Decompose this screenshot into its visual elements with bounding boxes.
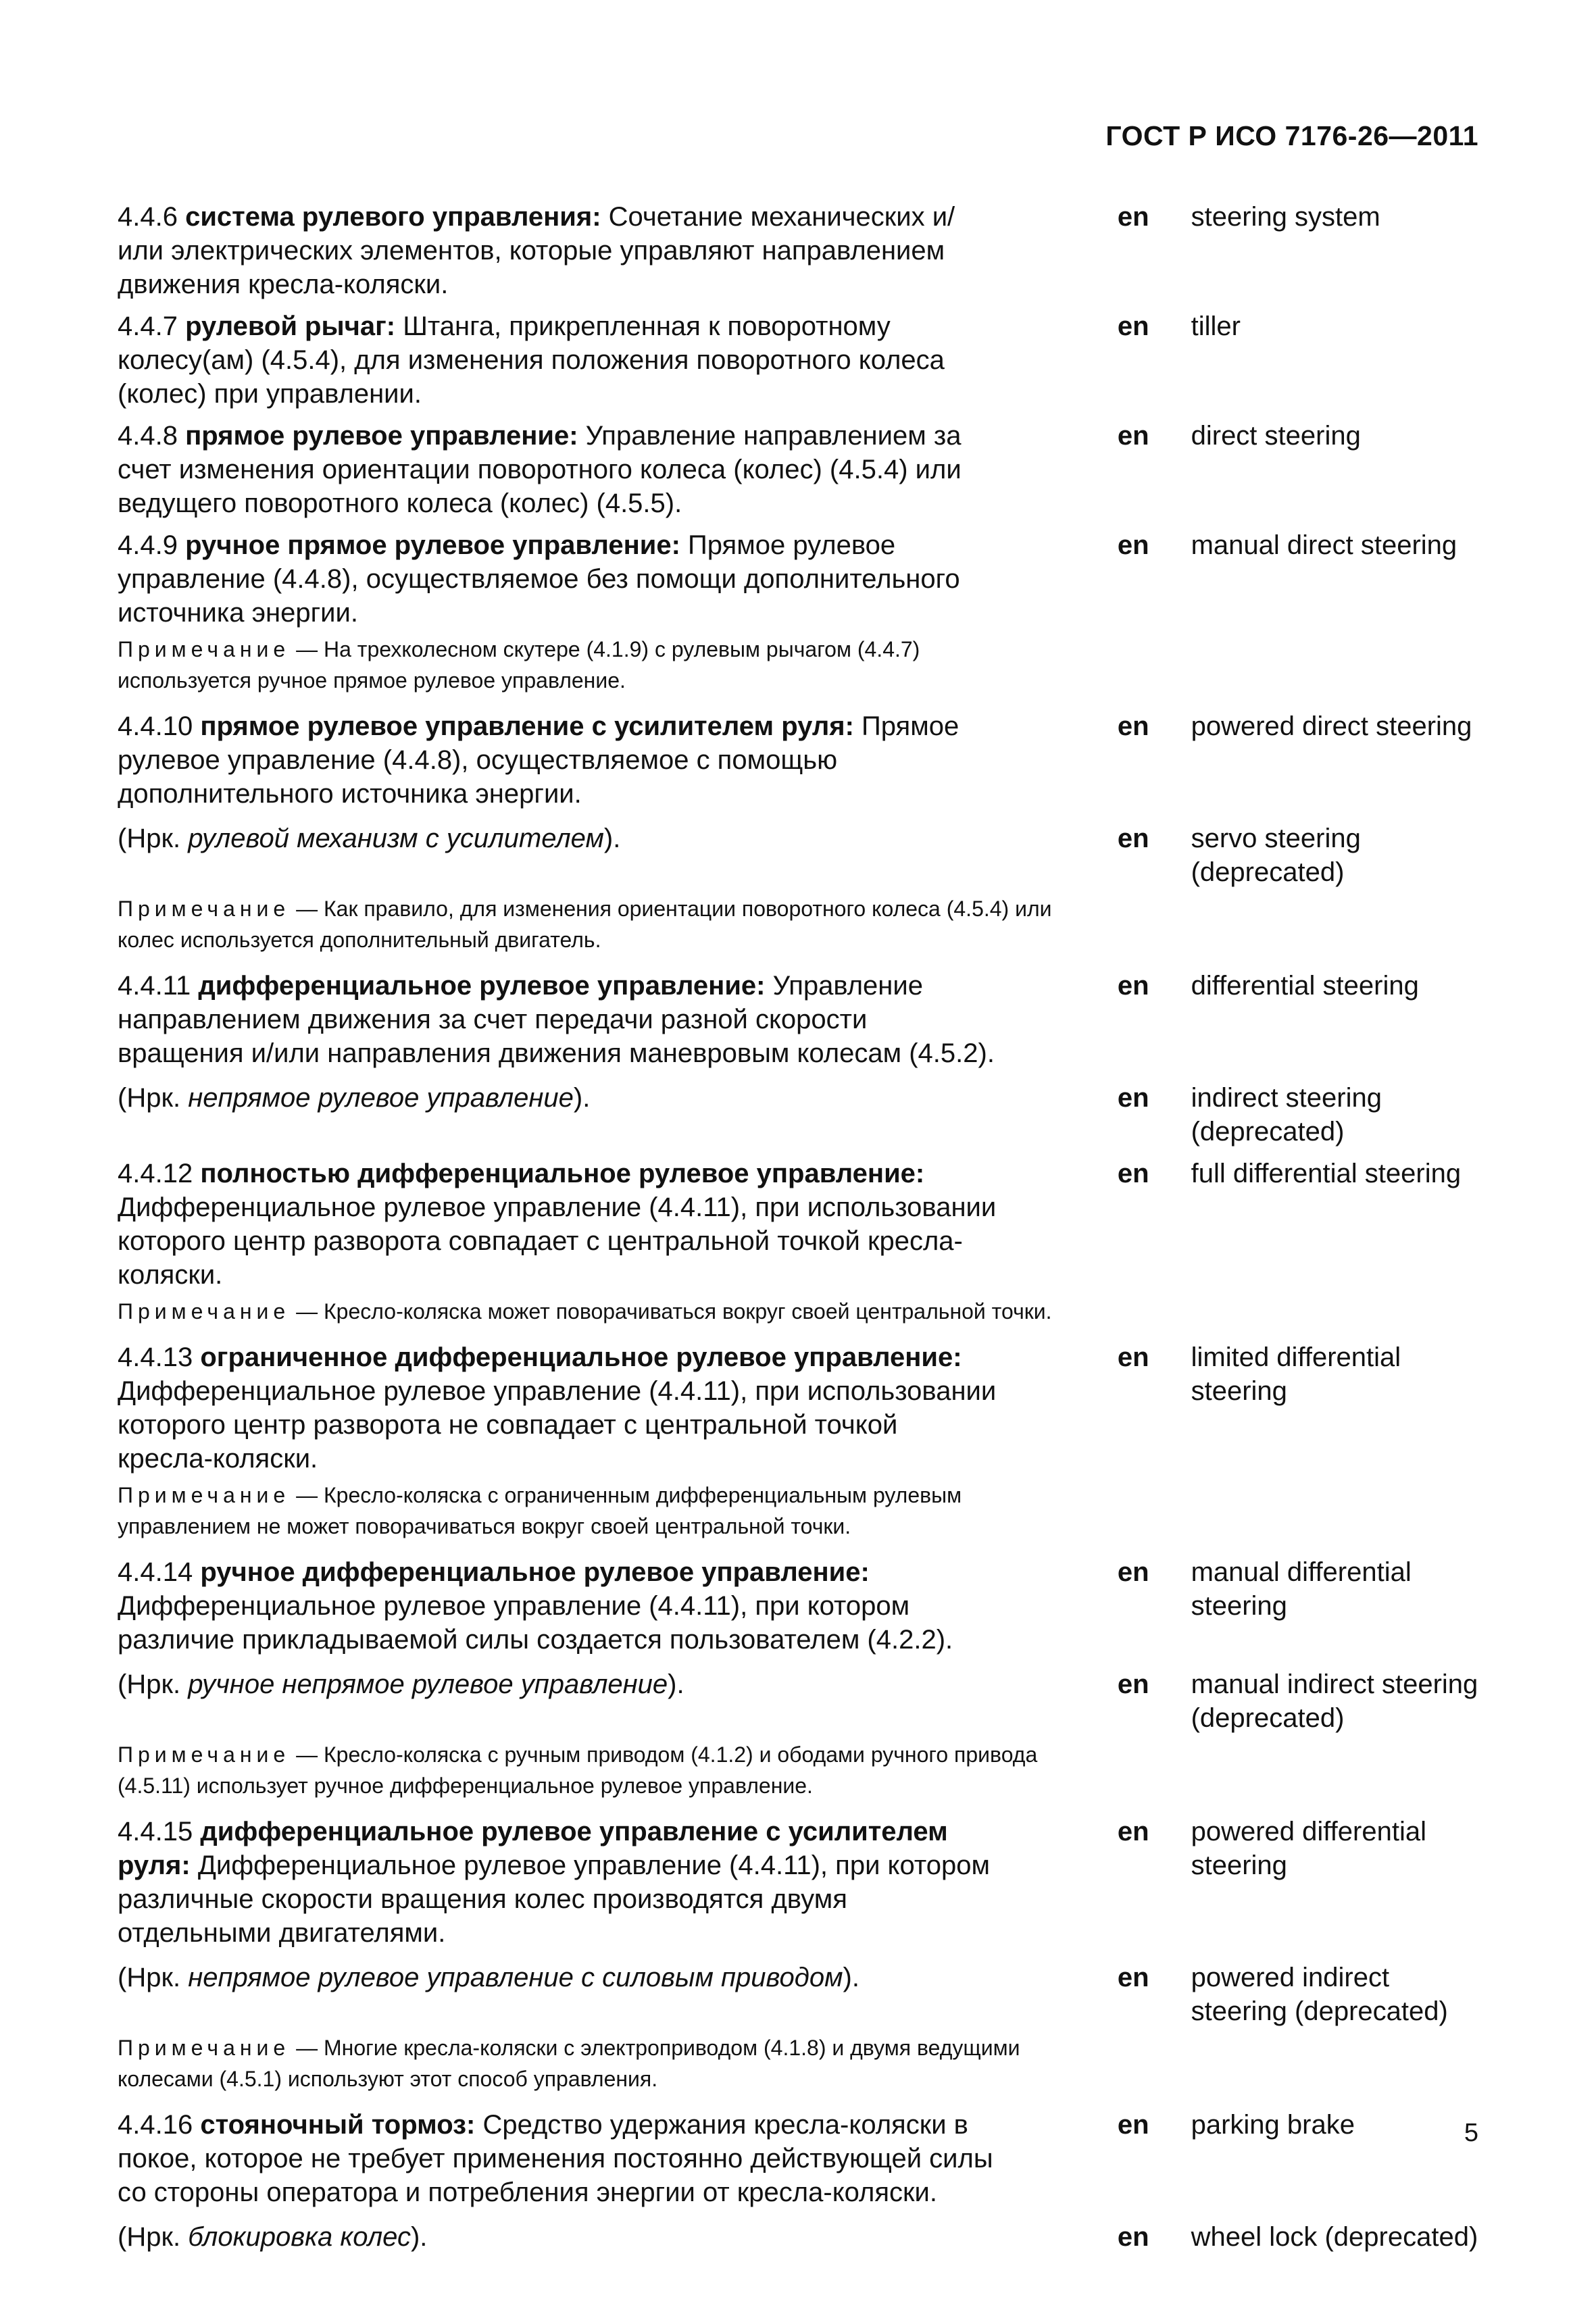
term-name: прямое рулевое управление с усилителем руля:	[200, 711, 854, 741]
note-dash: —	[290, 637, 324, 661]
term-entry	[118, 1157, 1482, 1292]
english-equivalent: limited differential steering	[1191, 1342, 1401, 1406]
deprecated-suffix: ).	[668, 1669, 684, 1699]
term-entry	[118, 200, 1482, 301]
term-entry	[118, 528, 1482, 630]
note	[118, 634, 1057, 696]
deprecated-prefix: (Нрк.	[118, 1083, 189, 1113]
term-number: 4.4.11	[118, 971, 191, 1001]
term-number: 4.4.12	[118, 1159, 193, 1188]
column-gap	[999, 1961, 1118, 2028]
term-text: Сочетание механических и/или электрических элементов, которые управляют направлением движения кресла-коляски.	[118, 202, 955, 299]
term-text: Прямое рулевое управление (4.4.8), осуществляемое с помощью дополнительного источника энергии.	[118, 711, 959, 809]
term-text: Средство удержания кресла-коляски в покое, которое не требует применения постоянно действующей силы со стороны оператора и потребления энергии от кресла-коляски.	[118, 2110, 993, 2207]
english-equivalent: steering system	[1191, 202, 1380, 232]
term-name: система рулевого управления:	[185, 202, 601, 232]
term-definition	[118, 309, 999, 411]
term-entry	[118, 1340, 1482, 1476]
note-text: Многие кресла-коляски с электроприводом (4.1.8) и двумя ведущими колесами (4.5.1) используют этот способ управления.	[118, 2036, 1020, 2091]
term-name: рулевой рычаг:	[185, 311, 396, 341]
note-dash: —	[290, 897, 324, 921]
term-number: 4.4.13	[118, 1342, 193, 1372]
term-number: 4.4.6	[118, 202, 178, 232]
deprecated-term-name: непрямое рулевое управление с силовым приводом	[188, 1963, 843, 1992]
deprecated-suffix: ).	[573, 1083, 591, 1113]
term-name: дифференциальное рулевое управление с усилителем руля:	[118, 1817, 948, 1880]
term-entry	[118, 419, 1482, 520]
page-number: 5	[1464, 2119, 1478, 2147]
term-definition	[118, 1157, 999, 1292]
term-entry	[118, 969, 1482, 1070]
english-deprecated: powered indirect steering (deprecated)	[1191, 1963, 1448, 2026]
english-equivalent: direct steering	[1191, 421, 1361, 451]
term-definition	[118, 1815, 999, 1950]
term-entry	[118, 1555, 1482, 1657]
note	[118, 1296, 1057, 1327]
term-number: 4.4.10	[118, 711, 193, 741]
term-number: 4.4.7	[118, 311, 178, 341]
term-number: 4.4.9	[118, 530, 178, 560]
note	[118, 893, 1057, 955]
term-text: Штанга, прикрепленная к поворотному колесу(ам) (4.5.4), для изменения положения поворотного колеса (колес) при управлении.	[118, 311, 945, 409]
language-code: en	[1117, 711, 1149, 741]
term-definition	[118, 1340, 999, 1476]
language-code: en	[1117, 2110, 1149, 2140]
language-code: en	[1117, 2222, 1149, 2252]
column-gap	[999, 1555, 1118, 1657]
deprecated-term	[118, 1961, 999, 2028]
language-code: en	[1117, 971, 1149, 1001]
term-number: 4.4.14	[118, 1557, 193, 1587]
language-code: en	[1117, 1963, 1149, 1992]
term-definition	[118, 528, 999, 630]
deprecated-term	[118, 822, 999, 889]
deprecated-term-name: рулевой механизм с усилителем	[188, 824, 604, 853]
column-gap	[999, 1815, 1118, 1950]
column-gap	[999, 528, 1118, 630]
note-text: На трехколесном скутере (4.1.9) с рулевым рычагом (4.4.7) используется ручное прямое рулевое управление.	[118, 637, 920, 693]
deprecated-prefix: (Нрк.	[118, 824, 189, 853]
note-prefix: Примечание	[118, 1299, 291, 1324]
language-code: en	[1117, 1817, 1149, 1846]
language-code: en	[1117, 530, 1149, 560]
column-gap	[999, 1157, 1118, 1292]
deprecated-suffix: ).	[410, 2222, 428, 2252]
language-code: en	[1117, 1159, 1149, 1188]
language-code: en	[1117, 202, 1149, 232]
term-name: полностью дифференциальное рулевое управление:	[200, 1159, 925, 1188]
deprecated-prefix: (Нрк.	[118, 1963, 189, 1992]
term-text: Дифференциальное рулевое управление (4.4.11), при котором различные скорости вращения колес производятся двумя отдельными двигателями.	[118, 1851, 990, 1948]
term-text: Управление направлением движения за счет передачи разной скорости вращения и/или направления движения маневровым колесам (4.5.2).	[118, 971, 995, 1068]
deprecated-entry	[118, 822, 1482, 889]
term-number: 4.4.15	[118, 1817, 193, 1846]
english-equivalent: full differential steering	[1191, 1159, 1462, 1188]
term-definition	[118, 2108, 999, 2209]
deprecated-term-name: ручное непрямое рулевое управление	[188, 1669, 668, 1699]
column-gap	[999, 2220, 1118, 2254]
term-entry	[118, 1815, 1482, 1950]
note-prefix: Примечание	[118, 1742, 291, 1767]
term-definition	[118, 969, 999, 1070]
terms-list	[118, 200, 1482, 2262]
english-equivalent: powered differential steering	[1191, 1817, 1426, 1880]
note-dash: —	[290, 1299, 324, 1324]
english-deprecated: manual indirect steering (deprecated)	[1191, 1669, 1478, 1733]
term-entry	[118, 709, 1482, 811]
column-gap	[999, 1340, 1118, 1476]
language-code: en	[1117, 1669, 1149, 1699]
term-name: прямое рулевое управление:	[185, 421, 578, 451]
term-definition	[118, 419, 999, 520]
deprecated-entry	[118, 1081, 1482, 1149]
term-name: ручное прямое рулевое управление:	[185, 530, 680, 560]
note-prefix: Примечание	[118, 897, 291, 921]
language-code: en	[1117, 824, 1149, 853]
term-number: 4.4.16	[118, 2110, 193, 2140]
column-gap	[999, 419, 1118, 520]
deprecated-term	[118, 1667, 999, 1735]
term-name: ограниченное дифференциальное рулевое управление:	[200, 1342, 962, 1372]
column-gap	[999, 709, 1118, 811]
deprecated-entry	[118, 1961, 1482, 2028]
term-entry	[118, 309, 1482, 411]
term-text: Управление направлением за счет изменения ориентации поворотного колеса (колес) (4.5.4) или ведущего поворотного колеса (колес) (4.5.5).	[118, 421, 962, 518]
note-prefix: Примечание	[118, 637, 291, 661]
term-text: Дифференциальное рулевое управление (4.4.11), при использовании которого центр разворота не совпадает с центральной точкой кресла-коляски.	[118, 1376, 997, 1474]
column-gap	[999, 309, 1118, 411]
language-code: en	[1117, 421, 1149, 451]
english-deprecated: servo steering (deprecated)	[1191, 824, 1361, 887]
column-gap	[999, 2108, 1118, 2209]
term-definition	[118, 1555, 999, 1657]
english-equivalent: powered direct steering	[1191, 711, 1472, 741]
column-gap	[999, 1081, 1118, 1149]
note-dash: —	[290, 1742, 324, 1767]
term-definition	[118, 200, 999, 301]
note-dash: —	[290, 2036, 324, 2060]
note-text: Кресло-коляска может поворачиваться вокруг своей центральной точки.	[324, 1299, 1052, 1324]
english-equivalent: manual differential steering	[1191, 1557, 1412, 1621]
note-text: Как правило, для изменения ориентации поворотного колеса (4.5.4) или колес используется дополнительный двигатель.	[118, 897, 1052, 952]
deprecated-term	[118, 2220, 999, 2254]
column-gap	[999, 969, 1118, 1070]
english-deprecated: wheel lock (deprecated)	[1191, 2222, 1478, 2252]
term-entry	[118, 2108, 1482, 2209]
column-gap	[999, 822, 1118, 889]
deprecated-term	[118, 1081, 999, 1149]
note-text: Кресло-коляска с ручным приводом (4.1.2) и ободами ручного привода (4.5.11) использует ручное дифференциальное рулевое управление.	[118, 1742, 1038, 1798]
deprecated-entry	[118, 1667, 1482, 1735]
term-text: Дифференциальное рулевое управление (4.4.11), при котором различие прикладываемой силы создается пользователем (4.2.2).	[118, 1591, 953, 1655]
note-prefix: Примечание	[118, 1483, 291, 1507]
note	[118, 1480, 1057, 1542]
note	[118, 2032, 1057, 2094]
term-definition	[118, 709, 999, 811]
english-deprecated: indirect steering (deprecated)	[1191, 1083, 1382, 1147]
english-equivalent: manual direct steering	[1191, 530, 1457, 560]
deprecated-suffix: ).	[843, 1963, 859, 1992]
standard-header: ГОСТ Р ИСО 7176-26—2011	[1105, 120, 1478, 151]
deprecated-suffix: ).	[603, 824, 621, 853]
deprecated-entry	[118, 2220, 1482, 2254]
english-equivalent: parking brake	[1191, 2110, 1355, 2140]
deprecated-prefix: (Нрк.	[118, 2222, 189, 2252]
term-number: 4.4.8	[118, 421, 178, 451]
language-code: en	[1117, 1083, 1149, 1113]
column-gap	[999, 200, 1118, 301]
note-text: Кресло-коляска с ограниченным дифференциальным рулевым управлением не может поворачиваться вокруг своей центральной точки.	[118, 1483, 962, 1538]
language-code: en	[1117, 311, 1149, 341]
term-text: Прямое рулевое управление (4.4.8), осуществляемое без помощи дополнительного источника энергии.	[118, 530, 960, 628]
term-name: стояночный тормоз:	[200, 2110, 476, 2140]
language-code: en	[1117, 1342, 1149, 1372]
term-name: ручное дифференциальное рулевое управление:	[200, 1557, 870, 1587]
note	[118, 1739, 1057, 1801]
term-name: дифференциальное рулевое управление:	[198, 971, 766, 1001]
note-prefix: Примечание	[118, 2036, 291, 2060]
english-equivalent: differential steering	[1191, 971, 1419, 1001]
term-text: Дифференциальное рулевое управление (4.4.11), при использовании которого центр разворота совпадает с центральной точкой кресла-коляски.	[118, 1192, 997, 1290]
deprecated-term-name: блокировка колес	[188, 2222, 411, 2252]
note-dash: —	[290, 1483, 324, 1507]
english-equivalent: tiller	[1191, 311, 1241, 341]
deprecated-term-name: непрямое рулевое управление	[188, 1083, 574, 1113]
language-code: en	[1117, 1557, 1149, 1587]
column-gap	[999, 1667, 1118, 1735]
deprecated-prefix: (Нрк.	[118, 1669, 189, 1699]
